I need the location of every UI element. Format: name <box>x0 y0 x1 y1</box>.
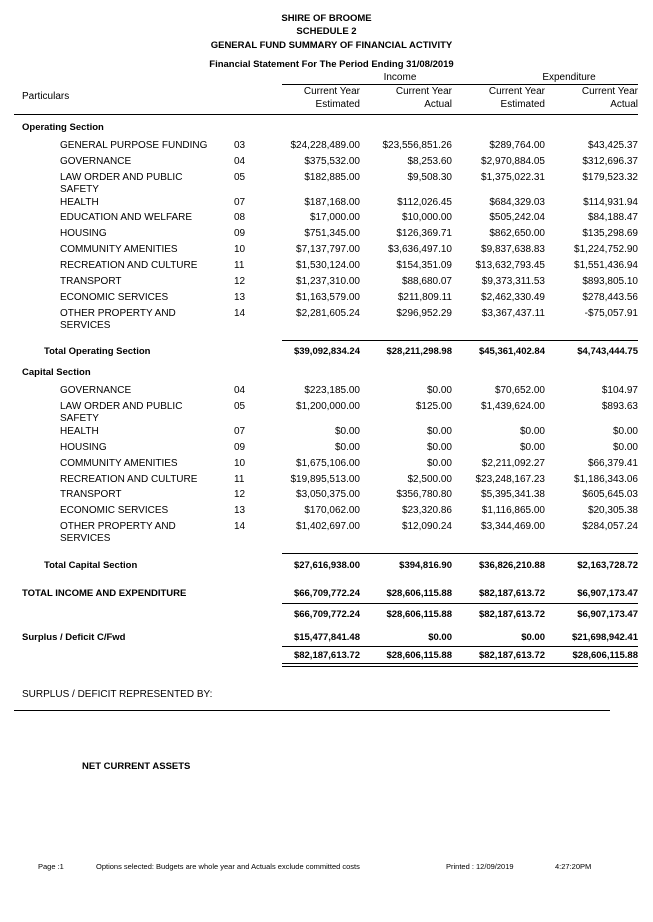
double-underline-bottom <box>282 666 638 667</box>
grand-total-label: TOTAL INCOME AND EXPENDITURE <box>22 588 187 599</box>
row-income-actual: $3,636,497.10 <box>388 244 452 255</box>
row-expenditure-estimated: $2,970,884.05 <box>481 156 545 167</box>
row-income-actual: $9,508.30 <box>407 172 452 183</box>
expenditure-actual-header-line2: Actual <box>610 99 638 110</box>
row-expenditure-estimated: $3,344,469.00 <box>481 521 545 532</box>
row-code: 10 <box>234 458 246 469</box>
final-total-income-actual: $28,606,115.88 <box>386 650 452 661</box>
operating-total-rule <box>282 340 638 341</box>
final-total-expenditure-estimated: $82,187,613.72 <box>478 650 545 661</box>
row-code: 11 <box>234 260 245 271</box>
row-expenditure-estimated: $70,652.00 <box>494 385 545 396</box>
row-expenditure-actual: $43,425.37 <box>587 140 638 151</box>
row-code: 11 <box>234 474 245 485</box>
row-income-estimated: $19,895,513.00 <box>290 474 360 485</box>
capital-total-rule <box>282 553 638 554</box>
row-expenditure-estimated: $0.00 <box>519 442 545 453</box>
capital-total-income-estimated: $27,616,938.00 <box>293 560 360 571</box>
row-income-actual: $356,780.80 <box>396 489 452 500</box>
net-current-assets-heading: NET CURRENT ASSETS <box>82 761 191 772</box>
row-expenditure-estimated: $3,367,437.11 <box>481 308 545 319</box>
grand-total-expenditure-estimated: $82,187,613.72 <box>478 588 545 599</box>
row-income-estimated: $1,675,106.00 <box>296 458 360 469</box>
row-particulars: TRANSPORT <box>60 276 122 287</box>
row-expenditure-estimated: $2,462,330.49 <box>481 292 545 303</box>
row-particulars: LAW ORDER AND PUBLIC <box>60 401 183 412</box>
row-income-actual: $10,000.00 <box>401 212 452 223</box>
footer-printed-time: 4:27:20PM <box>555 862 592 871</box>
row-code: 05 <box>234 172 246 183</box>
row-expenditure-estimated: $9,373,311.53 <box>481 276 545 287</box>
final-total-expenditure-actual: $28,606,115.88 <box>572 650 638 661</box>
expenditure-estimated-header-line1: Current Year <box>488 86 545 97</box>
row-particulars: HOUSING <box>60 442 107 453</box>
balance-expenditure-estimated: $82,187,613.72 <box>478 609 545 620</box>
grand-total-expenditure-actual: $6,907,173.47 <box>577 588 638 599</box>
row-income-estimated: $1,402,697.00 <box>296 521 360 532</box>
row-code: 12 <box>234 276 246 287</box>
row-income-actual: $112,026.45 <box>397 197 452 208</box>
row-code: 09 <box>234 228 246 239</box>
footer-options-note: Options selected: Budgets are whole year and Actuals exclude committed costs <box>96 862 360 871</box>
row-expenditure-actual: $179,523.32 <box>582 172 638 183</box>
row-expenditure-actual: -$75,057.91 <box>584 308 638 319</box>
row-expenditure-estimated: $2,211,092.27 <box>481 458 545 469</box>
row-expenditure-actual: $114,931.94 <box>583 197 638 208</box>
row-particulars: EDUCATION AND WELFARE <box>60 212 193 223</box>
row-income-actual: $154,351.09 <box>396 260 452 271</box>
row-expenditure-actual: $312,696.37 <box>582 156 638 167</box>
row-particulars-continued: SERVICES <box>60 533 111 544</box>
row-code: 07 <box>234 426 246 437</box>
row-particulars: OTHER PROPERTY AND <box>60 521 176 532</box>
income-group-header: Income <box>383 72 417 83</box>
row-income-actual: $0.00 <box>426 426 452 437</box>
row-expenditure-actual: $605,645.03 <box>582 489 638 500</box>
row-expenditure-estimated: $23,248,167.23 <box>475 474 545 485</box>
row-income-actual: $12,090.24 <box>401 521 452 532</box>
row-expenditure-actual: $278,443.56 <box>582 292 638 303</box>
row-expenditure-actual: $0.00 <box>612 442 638 453</box>
row-particulars: HEALTH <box>60 197 99 208</box>
row-expenditure-estimated: $9,837,638.83 <box>481 244 545 255</box>
row-income-actual: $0.00 <box>426 458 452 469</box>
capital-total-expenditure-estimated: $36,826,210.88 <box>478 560 545 571</box>
row-expenditure-actual: $104.97 <box>601 385 638 396</box>
capital-section-title: Capital Section <box>22 367 91 378</box>
surplus-income-estimated: $15,477,841.48 <box>293 632 360 643</box>
row-income-actual: $0.00 <box>426 385 452 396</box>
row-particulars: HEALTH <box>60 426 99 437</box>
row-expenditure-actual: $893.63 <box>601 401 638 412</box>
row-income-actual: $126,369.71 <box>396 228 452 239</box>
row-particulars: TRANSPORT <box>60 489 122 500</box>
particulars-header: Particulars <box>22 91 70 102</box>
row-particulars: ECONOMIC SERVICES <box>60 505 169 516</box>
row-code: 14 <box>234 308 246 319</box>
report-main-title: GENERAL FUND SUMMARY OF FINANCIAL ACTIVITY <box>210 40 453 51</box>
row-income-actual: $8,253.60 <box>407 156 452 167</box>
row-code: 07 <box>234 197 246 208</box>
row-code: 08 <box>234 212 246 223</box>
row-expenditure-actual: $893,805.10 <box>582 276 638 287</box>
row-income-estimated: $1,163,579.00 <box>296 292 360 303</box>
row-particulars: OTHER PROPERTY AND <box>60 308 176 319</box>
capital-total-expenditure-actual: $2,163,728.72 <box>577 560 638 571</box>
row-income-estimated: $182,885.00 <box>304 172 360 183</box>
row-expenditure-actual: $1,551,436.94 <box>574 260 638 271</box>
table-header-rule <box>14 114 638 115</box>
row-income-estimated: $7,137,797.00 <box>296 244 360 255</box>
row-expenditure-estimated: $13,632,793.45 <box>475 260 545 271</box>
surplus-expenditure-actual: $21,698,942.41 <box>571 632 638 643</box>
operating-total-income-estimated: $39,092,834.24 <box>293 346 360 357</box>
row-code: 04 <box>234 156 246 167</box>
footer-printed-date: Printed : 12/09/2019 <box>446 862 514 871</box>
grand-total-rule <box>282 603 638 604</box>
row-income-estimated: $17,000.00 <box>309 212 360 223</box>
row-particulars-continued: SERVICES <box>60 320 111 331</box>
row-particulars-continued: SAFETY <box>60 184 99 195</box>
row-income-actual: $0.00 <box>426 442 452 453</box>
expenditure-group-header: Expenditure <box>542 72 596 83</box>
row-income-actual: $2,500.00 <box>407 474 452 485</box>
surplus-expenditure-estimated: $0.00 <box>521 632 545 643</box>
row-expenditure-actual: $1,186,343.06 <box>574 474 638 485</box>
expenditure-actual-header-line1: Current Year <box>581 86 638 97</box>
report-period: Financial Statement For The Period Ending 31/08/2019 <box>209 59 454 70</box>
row-code: 04 <box>234 385 246 396</box>
row-expenditure-estimated: $862,650.00 <box>489 228 545 239</box>
row-income-actual: $211,809.11 <box>397 292 452 303</box>
represented-by-rule <box>14 710 610 711</box>
double-underline-top <box>282 663 638 664</box>
row-expenditure-actual: $66,379.41 <box>587 458 638 469</box>
row-income-estimated: $1,530,124.00 <box>296 260 360 271</box>
row-particulars: HOUSING <box>60 228 107 239</box>
row-income-estimated: $751,345.00 <box>304 228 360 239</box>
income-estimated-header-line2: Estimated <box>315 99 360 110</box>
operating-section-title: Operating Section <box>22 122 104 133</box>
expenditure-estimated-header-line2: Estimated <box>500 99 545 110</box>
row-particulars: COMMUNITY AMENITIES <box>60 458 178 469</box>
row-income-estimated: $0.00 <box>334 442 360 453</box>
row-income-estimated: $1,237,310.00 <box>296 276 360 287</box>
row-income-actual: $23,320.86 <box>401 505 452 516</box>
surplus-label: Surplus / Deficit C/Fwd <box>22 632 126 643</box>
row-code: 13 <box>234 292 246 303</box>
row-particulars: ECONOMIC SERVICES <box>60 292 169 303</box>
row-particulars: GENERAL PURPOSE FUNDING <box>60 140 208 151</box>
row-expenditure-estimated: $684,329.03 <box>489 197 545 208</box>
represented-by-heading: SURPLUS / DEFICIT REPRESENTED BY: <box>22 689 213 700</box>
row-income-actual: $23,556,851.26 <box>382 140 452 151</box>
row-expenditure-estimated: $1,439,624.00 <box>481 401 545 412</box>
row-expenditure-estimated: $1,375,022.31 <box>481 172 545 183</box>
row-particulars: LAW ORDER AND PUBLIC <box>60 172 183 183</box>
operating-total-income-actual: $28,211,298.98 <box>386 346 452 357</box>
surplus-rule <box>282 646 638 647</box>
row-particulars: GOVERNANCE <box>60 385 132 396</box>
row-particulars-continued: SAFETY <box>60 413 99 424</box>
row-income-estimated: $2,281,605.24 <box>296 308 360 319</box>
row-particulars: COMMUNITY AMENITIES <box>60 244 178 255</box>
row-code: 14 <box>234 521 246 532</box>
row-expenditure-estimated: $5,395,341.38 <box>481 489 545 500</box>
income-actual-header-line1: Current Year <box>395 86 452 97</box>
row-expenditure-estimated: $1,116,865.00 <box>481 505 545 516</box>
row-particulars: RECREATION AND CULTURE <box>60 260 198 271</box>
balance-expenditure-actual: $6,907,173.47 <box>577 609 638 620</box>
row-code: 10 <box>234 244 246 255</box>
row-code: 03 <box>234 140 246 151</box>
row-code: 13 <box>234 505 246 516</box>
footer-page-number: Page :1 <box>38 862 64 871</box>
final-total-income-estimated: $82,187,613.72 <box>293 650 360 661</box>
operating-total-expenditure-estimated: $45,361,402.84 <box>478 346 545 357</box>
row-income-actual: $88,680.07 <box>401 276 452 287</box>
row-particulars: RECREATION AND CULTURE <box>60 474 198 485</box>
capital-total-label: Total Capital Section <box>44 560 138 571</box>
row-income-estimated: $170,062.00 <box>304 505 360 516</box>
balance-income-estimated: $66,709,772.24 <box>293 609 360 620</box>
operating-total-label: Total Operating Section <box>44 346 151 357</box>
row-expenditure-actual: $84,188.47 <box>587 212 638 223</box>
row-income-estimated: $1,200,000.00 <box>296 401 360 412</box>
grand-total-income-estimated: $66,709,772.24 <box>293 588 360 599</box>
row-expenditure-estimated: $505,242.04 <box>489 212 545 223</box>
row-expenditure-actual: $1,224,752.90 <box>574 244 638 255</box>
operating-total-expenditure-actual: $4,743,444.75 <box>577 346 638 357</box>
row-income-actual: $125.00 <box>415 401 452 412</box>
row-income-estimated: $3,050,375.00 <box>296 489 360 500</box>
row-income-estimated: $24,228,489.00 <box>290 140 360 151</box>
grand-total-income-actual: $28,606,115.88 <box>386 588 452 599</box>
balance-income-actual: $28,606,115.88 <box>386 609 452 620</box>
report-schedule-title: SCHEDULE 2 <box>296 26 357 37</box>
row-particulars: GOVERNANCE <box>60 156 132 167</box>
row-expenditure-actual: $135,298.69 <box>582 228 638 239</box>
row-code: 12 <box>234 489 246 500</box>
row-code: 09 <box>234 442 246 453</box>
surplus-income-actual: $0.00 <box>428 632 452 643</box>
row-income-actual: $296,952.29 <box>396 308 452 319</box>
row-expenditure-actual: $20,305.38 <box>587 505 638 516</box>
income-estimated-header-line1: Current Year <box>303 86 360 97</box>
header-divider <box>282 84 638 85</box>
row-expenditure-estimated: $289,764.00 <box>489 140 545 151</box>
row-income-estimated: $187,168.00 <box>304 197 360 208</box>
report-entity-title: SHIRE OF BROOME <box>281 13 372 24</box>
row-code: 05 <box>234 401 246 412</box>
row-income-estimated: $0.00 <box>334 426 360 437</box>
row-expenditure-estimated: $0.00 <box>519 426 545 437</box>
row-income-estimated: $223,185.00 <box>304 385 360 396</box>
income-actual-header-line2: Actual <box>424 99 452 110</box>
capital-total-income-actual: $394,816.90 <box>399 560 452 571</box>
row-expenditure-actual: $0.00 <box>612 426 638 437</box>
row-income-estimated: $375,532.00 <box>304 156 360 167</box>
row-expenditure-actual: $284,057.24 <box>582 521 638 532</box>
